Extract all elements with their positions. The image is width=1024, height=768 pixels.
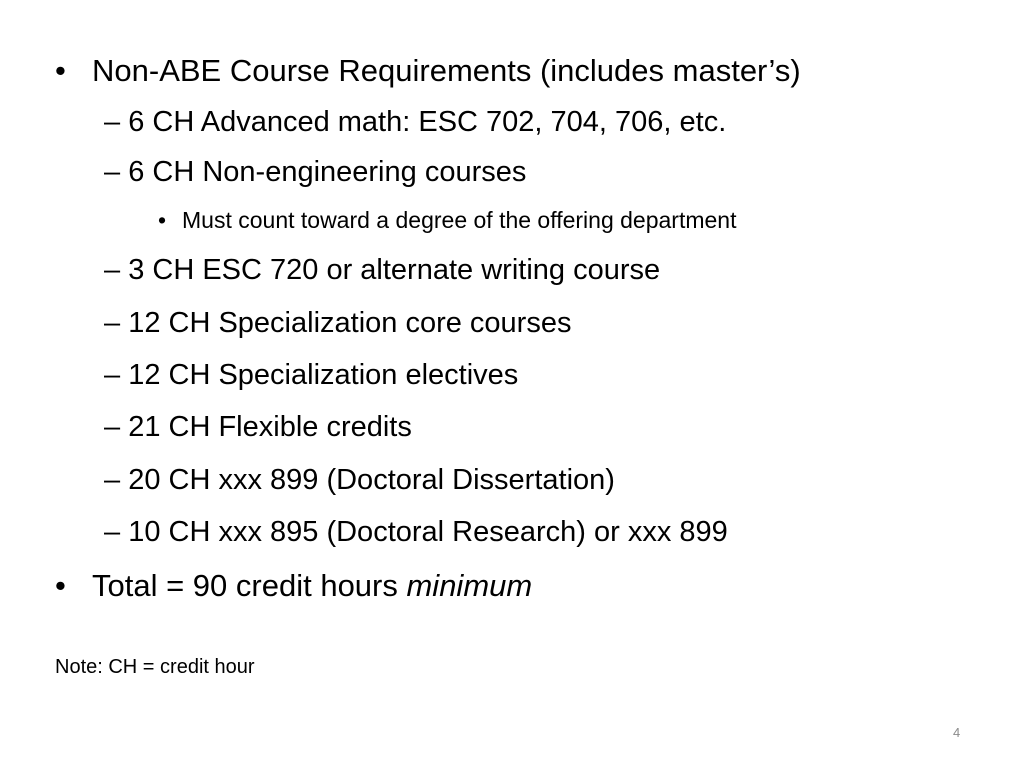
bullet-marker: • xyxy=(55,53,66,88)
sub-bullet-text: 20 CH xxx 899 (Doctoral Dissertation) xyxy=(128,464,615,496)
third-level-bullet-marker: • xyxy=(158,207,167,233)
sub-bullet-item xyxy=(104,361,518,390)
sub-bullet-item xyxy=(104,158,526,187)
sub-bullet-text: 3 CH ESC 720 or alternate writing course xyxy=(128,254,661,286)
page-number: 4 xyxy=(953,725,961,740)
sub-bullet-text: 21 CH Flexible credits xyxy=(128,411,412,443)
sub-bullet-item xyxy=(104,256,660,285)
sub-bullet-text: 6 CH Non-engineering courses xyxy=(128,156,527,188)
sub-bullet-marker: – xyxy=(104,307,121,339)
bullet-text: Non-ABE Course Requirements (includes master’s) xyxy=(92,53,801,88)
bullet-item xyxy=(55,55,801,86)
bullet-item xyxy=(55,570,532,601)
sub-bullet-text: 6 CH Advanced math: ESC 702, 704, 706, etc. xyxy=(128,106,727,138)
sub-bullet-marker: – xyxy=(104,254,121,286)
sub-bullet-marker: – xyxy=(104,411,121,443)
sub-bullet-text: 12 CH Specialization core courses xyxy=(128,307,572,339)
third-level-bullet-text: Must count toward a degree of the offering department xyxy=(182,207,737,233)
sub-bullet-item xyxy=(104,108,726,137)
third-level-bullet-item xyxy=(158,209,736,232)
sub-bullet-marker: – xyxy=(104,156,121,188)
sub-bullet-text: 10 CH xxx 895 (Doctoral Research) or xxx 899 xyxy=(128,516,728,548)
sub-bullet-item xyxy=(104,518,728,547)
sub-bullet-item xyxy=(104,466,615,495)
sub-bullet-marker: – xyxy=(104,516,121,548)
sub-bullet-item xyxy=(104,413,412,442)
sub-bullet-marker: – xyxy=(104,464,121,496)
sub-bullet-text: 12 CH Specialization electives xyxy=(128,359,519,391)
sub-bullet-item xyxy=(104,309,571,338)
footnote: Note: CH = credit hour xyxy=(55,656,255,678)
bullet-marker: • xyxy=(55,568,66,603)
sub-bullet-marker: – xyxy=(104,106,121,138)
bullet-emphasis-text: minimum xyxy=(406,568,533,603)
sub-bullet-marker: – xyxy=(104,359,121,391)
bullet-text: Total = 90 credit hours xyxy=(92,568,407,603)
